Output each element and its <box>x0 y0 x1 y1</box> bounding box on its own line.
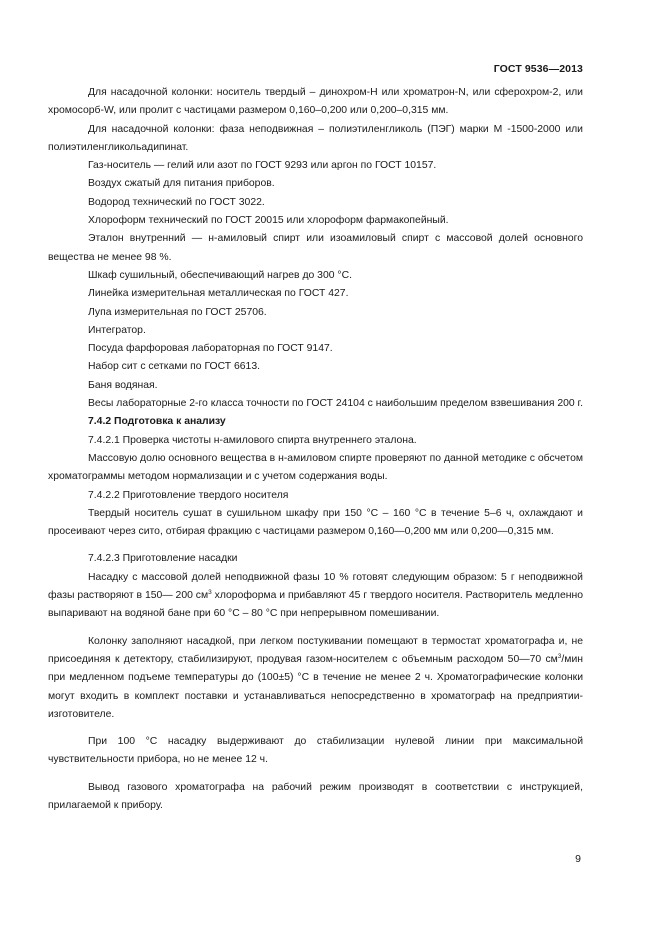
document-body <box>48 84 583 815</box>
subsection-7-4-2-1: 7.4.2.1 Проверка чистоты н-амилового спирта внутреннего эталона. <box>88 434 417 446</box>
paragraph-porcelain: Посуда фарфоровая лабораторная по ГОСТ 9147. <box>88 343 333 355</box>
page-number: 9 <box>575 853 581 865</box>
paragraph-scales: Весы лабораторные 2-го класса точности по ГОСТ 24104 с наибольшим пределом взвешивания 200 г. <box>88 398 583 410</box>
paragraph-compressed-air: Воздух сжатый для питания приборов. <box>88 178 275 190</box>
paragraph-integrator: Интегратор. <box>88 324 146 336</box>
paragraph-stationary-phase: Для насадочной колонки: фаза неподвижная – полиэтиленгликоль (ПЭГ) марки М -1500-2000 или полиэтиленгликольадипинат. <box>48 123 583 153</box>
paragraph-chloroform: Хлороформ технический по ГОСТ 20015 или хлороформ фармакопейный. <box>88 215 449 227</box>
section-heading-7-4-2: 7.4.2 Подготовка к анализу <box>88 416 226 428</box>
paragraph-magnifier: Лупа измерительная по ГОСТ 25706. <box>88 306 267 318</box>
paragraph-hydrogen: Водород технический по ГОСТ 3022. <box>88 196 265 208</box>
subsection-7-4-2-2: 7.4.2.2 Приготовление твердого носителя <box>88 489 289 501</box>
paragraph-ruler: Линейка измерительная металлическая по ГОСТ 427. <box>88 288 349 300</box>
column-text-end: /мин при медленном подъеме температуры до (100±5) °С в течение не менее 2 ч. Хроматографические колонки могут входить в комплект поставки и устанавливаться непосредственно в хроматограф на предприятии-изготовителе. <box>48 653 583 720</box>
packing-text-start: Насадку с массовой долей неподвижной фазы 10 % готовят следующим образом: 5 г неподвижной фазы растворяют в 150— 200 см <box>48 571 583 602</box>
paragraph-internal-standard: Эталон внутренний — н-амиловый спирт или изоамиловый спирт с массовой долей основного вещества не менее 98 %. <box>48 233 583 263</box>
paragraph-carrier-solid: Для насадочной колонки: носитель твердый – динохром-Н или хроматрон-N, или сферохром-2, или хромосорб-W, или пролит с частицами размером 0,160–0,200 или 0,200–0,315 мм. <box>48 87 583 117</box>
paragraph-sieves: Набор сит с сетками по ГОСТ 6613. <box>88 361 260 373</box>
paragraph-stabilization: При 100 °С насадку выдерживают до стабилизации нулевой линии при максимальной чувствительности прибора, но не менее 12 ч. <box>48 736 583 766</box>
paragraph-mass-fraction: Массовую долю основного вещества в н-амиловом спирте проверяют по данной методике с обсчетом хроматограммы методом нормализации и с учетом содержания воды. <box>48 452 583 483</box>
subsection-7-4-2-3: 7.4.2.3 Приготовление насадки <box>88 553 238 565</box>
paragraph-drying-cabinet: Шкаф сушильный, обеспечивающий нагрев до 300 °С. <box>88 269 352 281</box>
paragraph-operating-mode: Вывод газового хроматографа на рабочий режим производят в соответствии с инструкцией, прилагаемой к прибору. <box>48 781 583 811</box>
paragraph-solid-carrier-drying: Твердый носитель сушат в сушильном шкафу при 150 °С – 160 °С в течение 5–6 ч, охлаждают и просеивают через сито, отбирая фракцию с частицами размером 0,160—0,200 мм или 0,200—0,315 мм. <box>48 507 583 538</box>
document-code-header: ГОСТ 9536—2013 <box>493 63 583 75</box>
packing-text-end: хлороформа и прибавляют 45 г твердого носителя. Растворитель медленно выпаривают на водяной бане при 60 °С – 80 °С при непрерывном помешивании. <box>48 590 583 620</box>
paragraph-column-filling <box>48 633 583 724</box>
cubic-superscript: 3 <box>208 589 212 597</box>
column-text-start: Колонку заполняют насадкой, при легком постукивании помещают в термостат хроматографа и, не присоединяя к детектору, стабилизируют, продувая газом-носителем с объемным расходом 50—70 см <box>48 635 583 665</box>
paragraph-carrier-gas: Газ-носитель — гелий или азот по ГОСТ 9293 или аргон по ГОСТ 10157. <box>88 160 437 172</box>
cubic-superscript-2: 3 <box>557 652 562 660</box>
paragraph-packing-preparation <box>48 569 583 624</box>
paragraph-water-bath: Баня водяная. <box>88 379 158 391</box>
